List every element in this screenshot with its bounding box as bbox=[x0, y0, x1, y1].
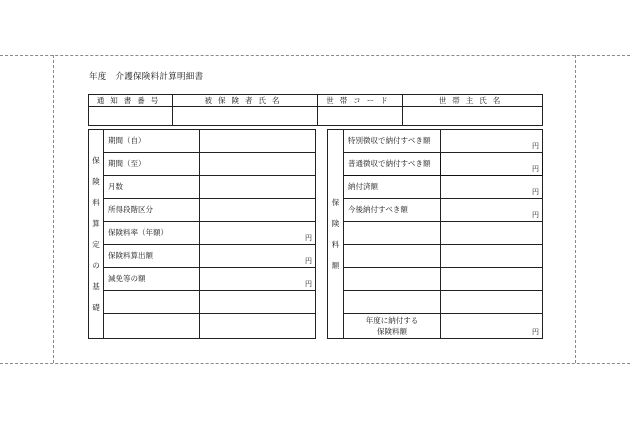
basis-row-label: 保険料算出額 bbox=[104, 245, 200, 268]
cut-line-top bbox=[0, 55, 630, 56]
basis-row-label bbox=[104, 291, 200, 314]
premium-row-value[interactable] bbox=[441, 268, 543, 291]
cut-line-right bbox=[575, 55, 576, 363]
header-table bbox=[88, 94, 543, 126]
document-title: 年度 介護保険料計算明細書 bbox=[89, 72, 204, 82]
premium-row-label: 特別徴収で納付すべき額 bbox=[344, 130, 441, 153]
basis-row-label: 期間（至） bbox=[104, 153, 200, 176]
basis-row-label: 月数 bbox=[104, 176, 200, 199]
basis-row-value[interactable] bbox=[200, 130, 316, 153]
premium-row-value[interactable]: 円 bbox=[441, 130, 543, 153]
premium-vertical-label: 保 険 料 額 bbox=[328, 130, 344, 339]
premium-row-value[interactable] bbox=[441, 245, 543, 268]
premium-row-label bbox=[344, 222, 441, 245]
householder-name-field[interactable] bbox=[403, 107, 543, 126]
premium-row-label bbox=[344, 268, 441, 291]
final-premium-label: 年度に納付する 保険料額 bbox=[344, 314, 441, 339]
cut-line-bottom bbox=[0, 363, 630, 364]
header-insured-name: 被保険者氏名 bbox=[173, 95, 318, 107]
basis-row-label bbox=[104, 314, 200, 339]
premium-row-value[interactable] bbox=[441, 291, 543, 314]
basis-row-value[interactable] bbox=[200, 291, 316, 314]
cut-line-left bbox=[53, 55, 54, 363]
premium-row-label: 納付済額 bbox=[344, 176, 441, 199]
basis-row-value[interactable] bbox=[200, 314, 316, 339]
basis-row-value[interactable] bbox=[200, 176, 316, 199]
basis-row-label: 期間（自） bbox=[104, 130, 200, 153]
household-code-field[interactable] bbox=[318, 107, 403, 126]
basis-row-label: 減免等の額 bbox=[104, 268, 200, 291]
notice-number-field[interactable] bbox=[89, 107, 173, 126]
basis-row-value[interactable] bbox=[200, 153, 316, 176]
premium-row-label bbox=[344, 291, 441, 314]
calculation-table bbox=[88, 129, 543, 339]
basis-row-value[interactable]: 円 bbox=[200, 245, 316, 268]
basis-row-value[interactable] bbox=[200, 199, 316, 222]
basis-row-value[interactable]: 円 bbox=[200, 222, 316, 245]
header-householder-name: 世帯主氏名 bbox=[403, 95, 543, 107]
basis-vertical-label: 保 険 料 算 定 の 基 礎 bbox=[89, 130, 104, 339]
premium-row-value[interactable]: 円 bbox=[441, 199, 543, 222]
premium-row-value[interactable]: 円 bbox=[441, 176, 543, 199]
basis-row-label: 所得段階区分 bbox=[104, 199, 200, 222]
premium-row-value[interactable] bbox=[441, 222, 543, 245]
premium-row-value[interactable]: 円 bbox=[441, 153, 543, 176]
header-household-code: 世帯コード bbox=[318, 95, 403, 107]
premium-row-label: 今後納付すべき額 bbox=[344, 199, 441, 222]
basis-row-value[interactable]: 円 bbox=[200, 268, 316, 291]
basis-row-label: 保険料率（年額） bbox=[104, 222, 200, 245]
premium-row-label: 普通徴収で納付すべき額 bbox=[344, 153, 441, 176]
header-notice-number: 通知書番号 bbox=[89, 95, 173, 107]
premium-row-label bbox=[344, 245, 441, 268]
final-premium-value[interactable]: 円 bbox=[441, 314, 543, 339]
insured-name-field[interactable] bbox=[173, 107, 318, 126]
